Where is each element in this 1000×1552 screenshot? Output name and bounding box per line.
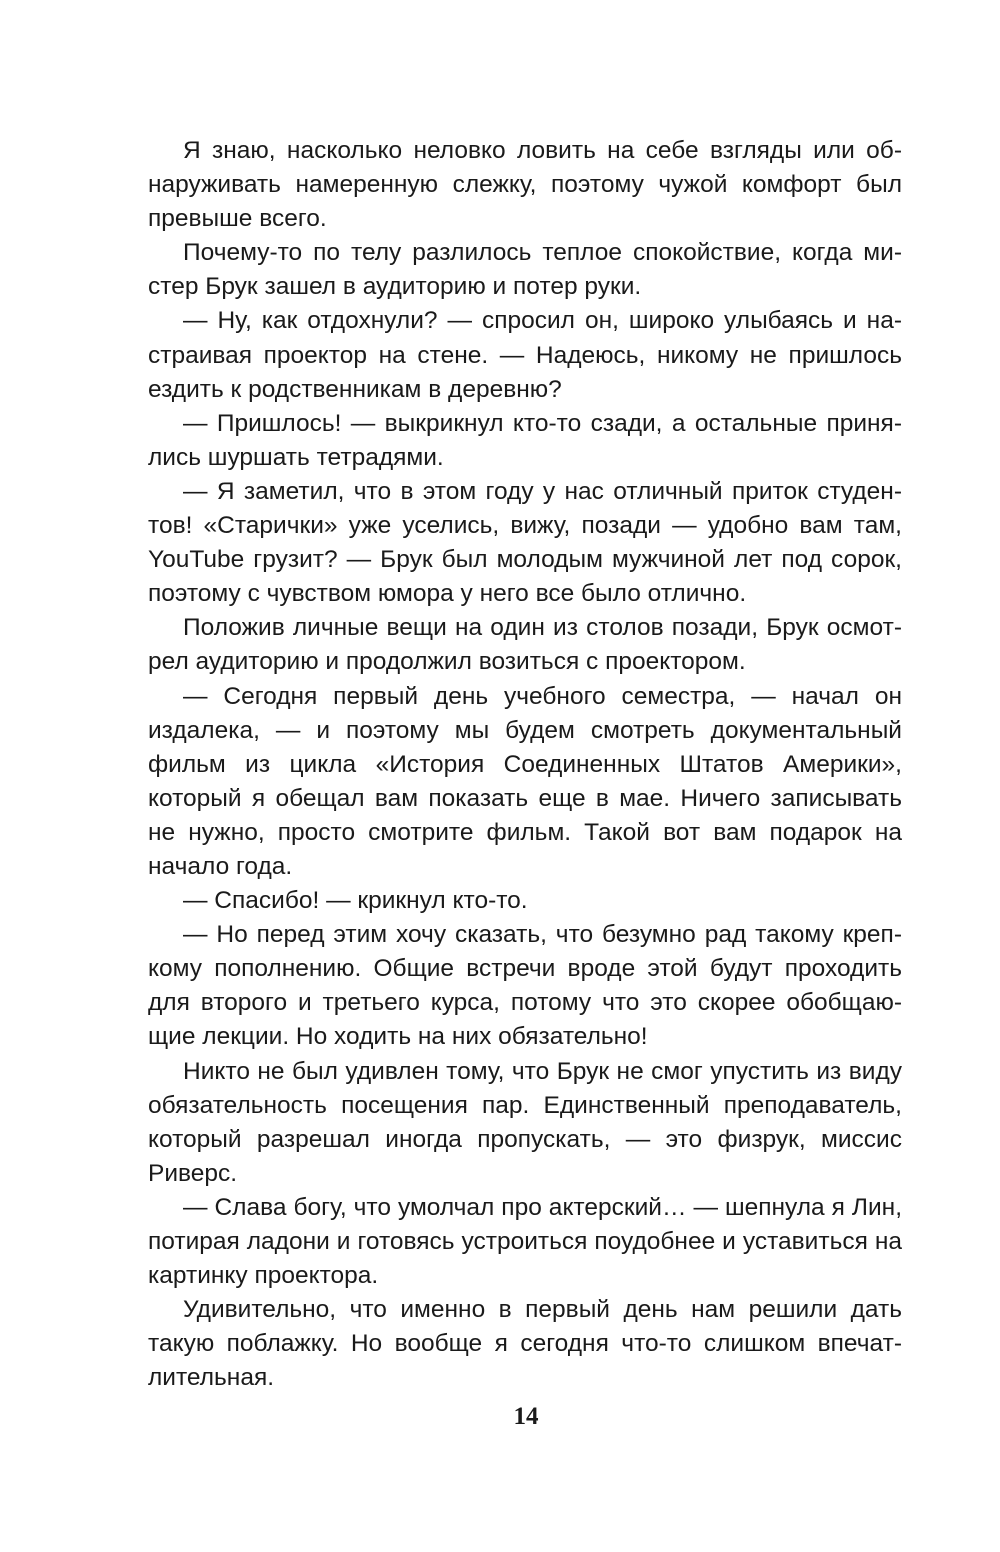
paragraph-4: — Пришлось! — выкрикнул кто-то сзади, а остальные принялись шуршать тетрадями. (148, 409, 902, 471)
paragraph-11: — Слава богу, что умолчал про актерский… — шепнула я Лин, потирая ладони и готовясь устроиться поудобнее и уставиться на картинку проектора. (148, 1193, 902, 1290)
paragraph-12: Удивительно, что именно в первый день нам решили дать такую поблажку. Но вообще я сегодня что-то слишком впечатлительная. (148, 1296, 902, 1392)
paragraph-1: Я знаю, насколько неловко ловить на себе взгляды или обнаруживать намеренную слежку, поэтому чужой комфорт был превыше всего. (148, 137, 902, 233)
body-text (148, 134, 902, 1395)
paragraph-9: — Но перед этим хочу сказать, что безумно рад такому крепкому пополнению. Общие встречи вроде этой будут проходить для второго и третьего курса, потому что это скорее обобщающие лекции. Но ходить на них обязательно! (148, 921, 902, 1051)
paragraph-5: — Я заметил, что в этом году у нас отличный приток студентов! «Старички» уже уселись, вижу, позади — удобно вам там, YouTube грузит? — Брук был молодым мужчиной лет под сорок, поэтому с чувством юмора у него все было отлично. (148, 477, 902, 608)
paragraph-6: Положив личные вещи на один из столов позади, Брук осмотрел аудиторию и продолжил возиться с проектором. (148, 614, 902, 676)
paragraph-10: Никто не был удивлен тому, что Брук не смог упустить из виду обязательность посещения пар. Единственный преподаватель, который разрешал иногда пропускать, — это физрук, миссис Риверс. (148, 1057, 902, 1187)
paragraph-7: — Сегодня первый день учебного семестра, — начал он издалека, — и поэтому мы будем смотреть документальный фильм из цикла «История Соединенных Штатов Америки», который я обещал вам показать еще в мае. Ничего записывать не нужно, просто смотрите фильм. Такой вот вам подарок на начало года. (148, 682, 902, 880)
paragraph-3: — Ну, как отдохнули? — спросил он, широко улыбаясь и настраивая проектор на стене. — Надеюсь, никому не пришлось ездить к родственникам в деревню? (148, 307, 902, 403)
paragraph-8: — Спасибо! — крикнул кто-то. (183, 887, 528, 915)
page-number: 14 (513, 1403, 539, 1430)
paragraph-2: Почему-то по телу разлилось теплое спокойствие, когда мистер Брук зашел в аудиторию и потер руки. (148, 239, 902, 301)
